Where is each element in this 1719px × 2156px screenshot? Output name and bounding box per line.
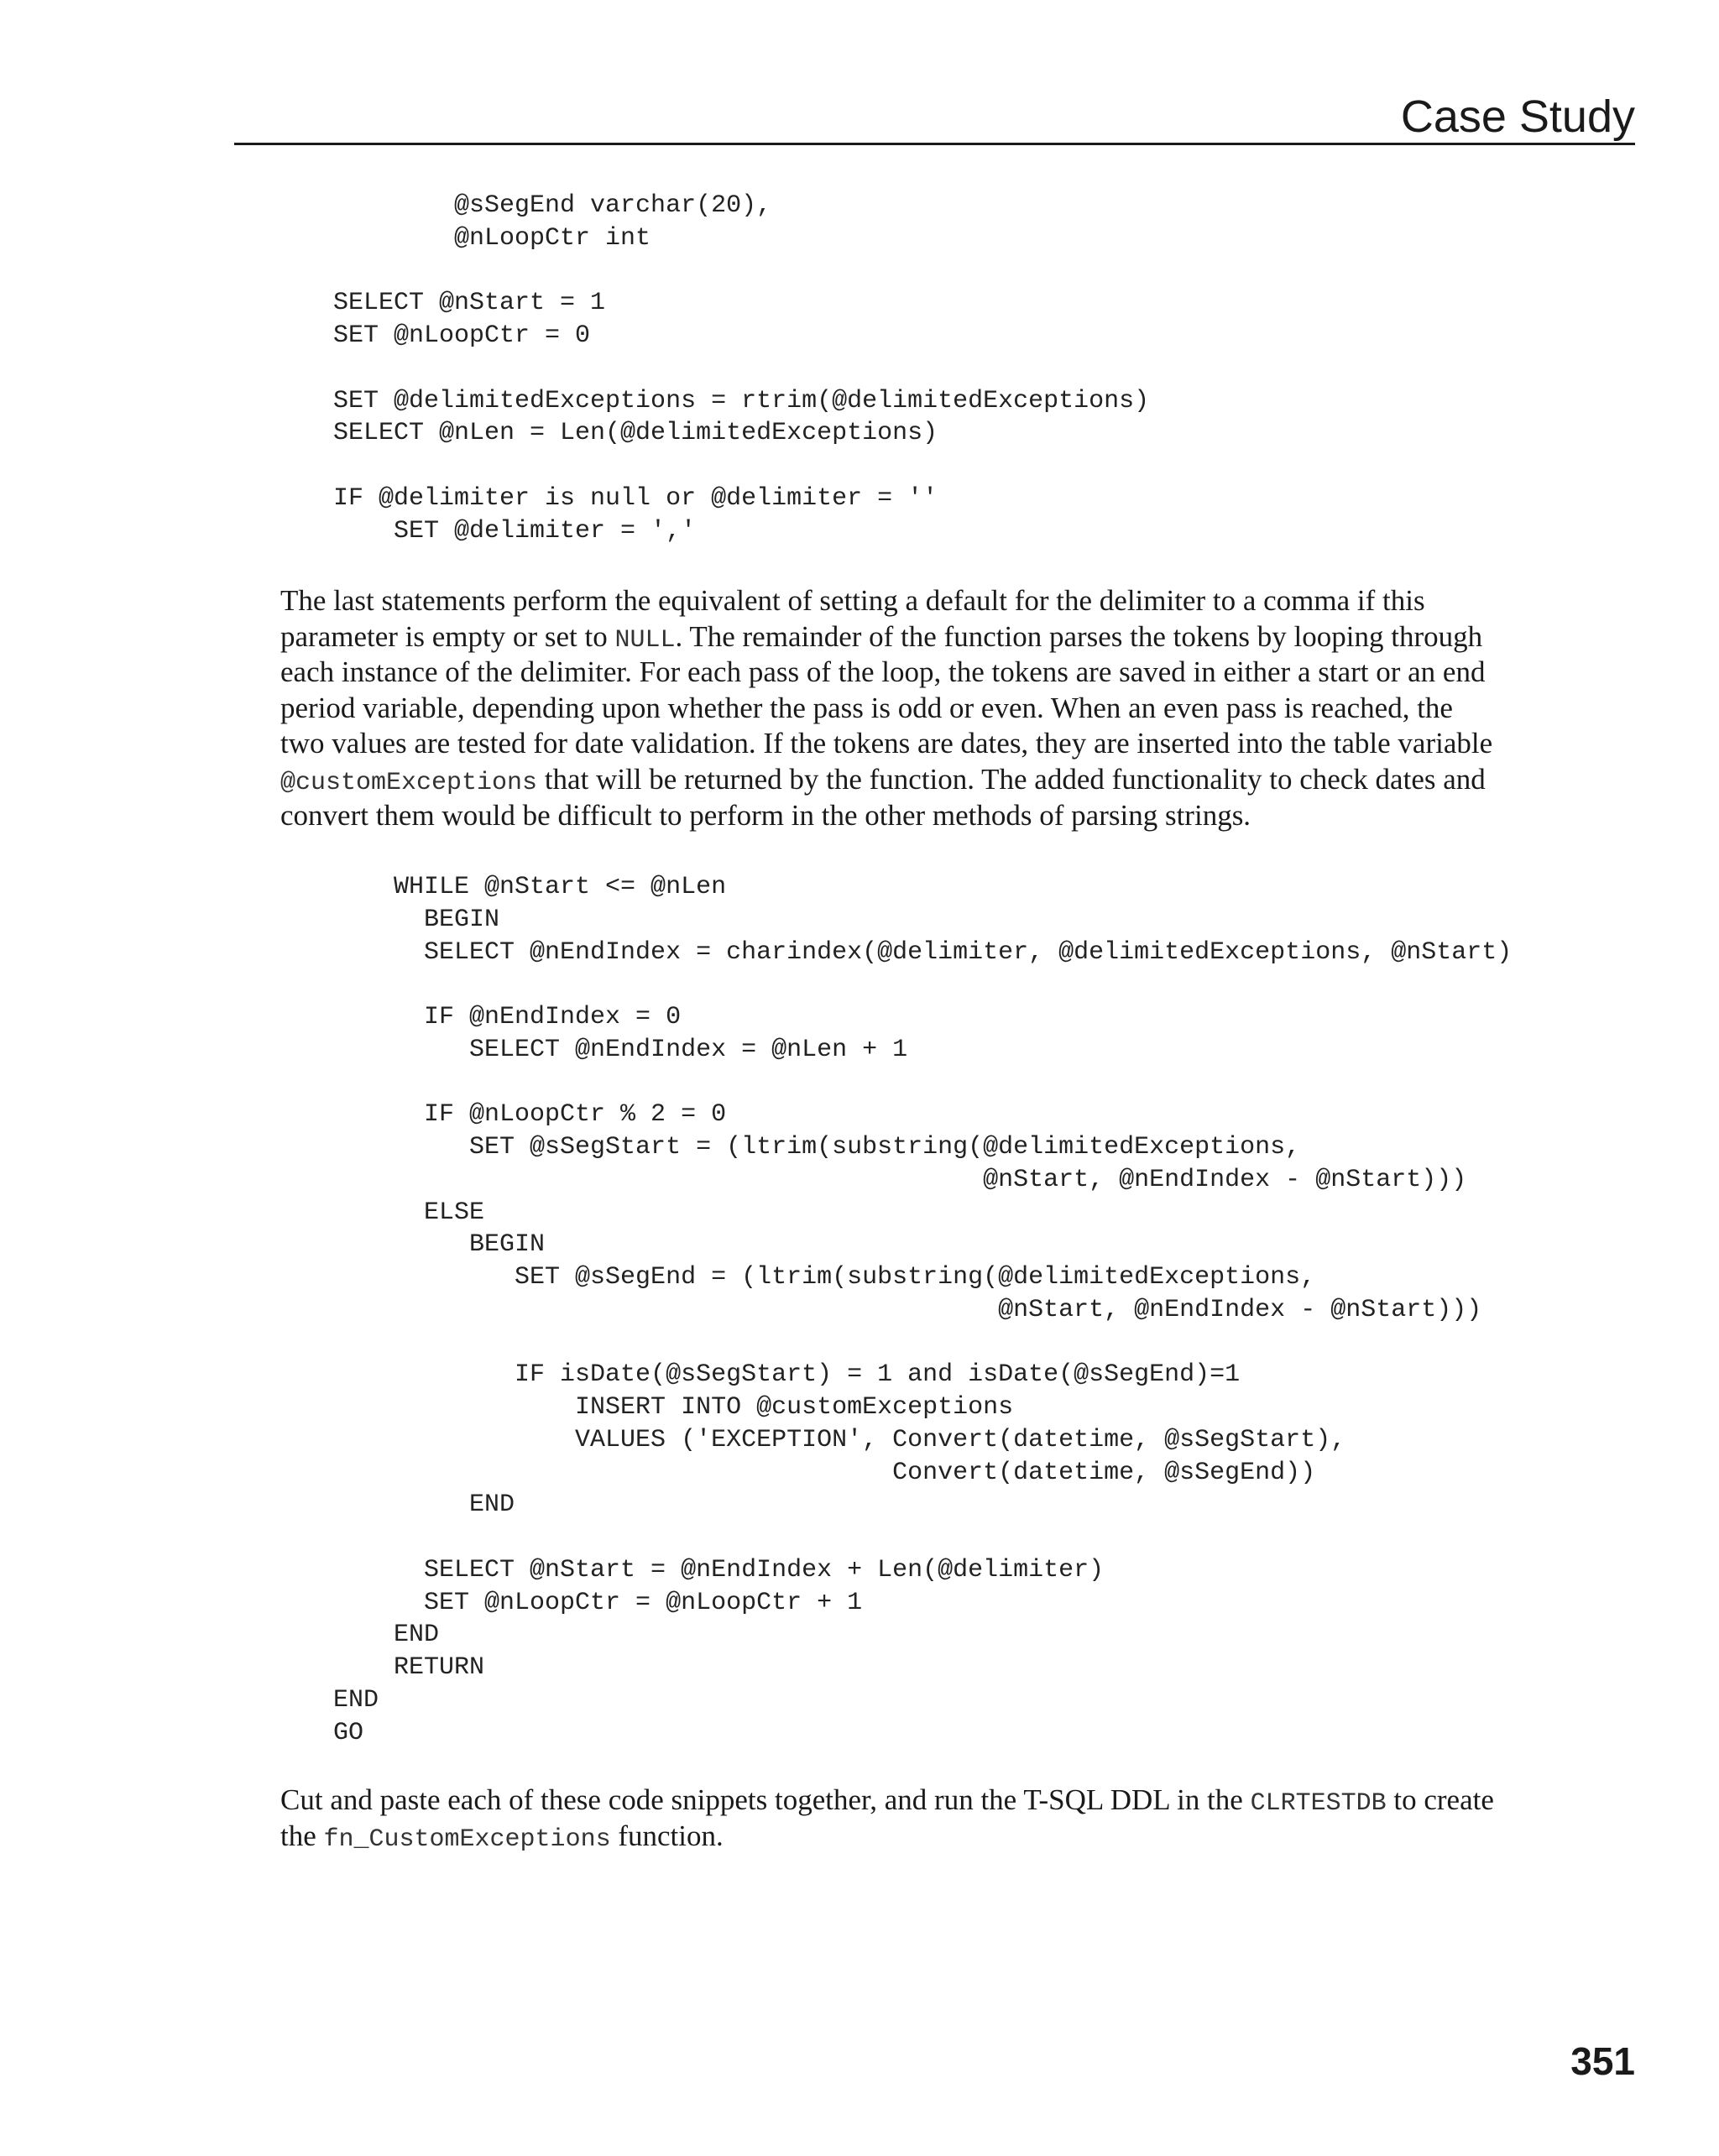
code-line: IF @nLoopCtr % 2 = 0 [333, 1100, 727, 1130]
page-number: 351 [1570, 2039, 1635, 2083]
inline-code-null: NULL [614, 625, 676, 655]
code-line: IF isDate(@sSegStart) = 1 and isDate(@sSegEnd)=1 [333, 1360, 1241, 1390]
paragraph-line [280, 1783, 1648, 1819]
code-line [333, 255, 1149, 288]
code-line: SELECT @nEndIndex = charindex(@delimiter, @delimitedExceptions, @nStart) [333, 937, 1513, 967]
paragraph-line: The last statements perform the equivalent of setting a default for the delimiter to a comma if this [280, 584, 1425, 617]
header-rule [234, 143, 1635, 145]
paragraph-text: that will be returned by the function. The added functionality to check dates and [537, 762, 1486, 796]
code-line: IF @nEndIndex = 0 [333, 1003, 682, 1031]
code-line: END [333, 1685, 379, 1715]
code-line: @sSegEnd varchar(20), [333, 191, 772, 220]
paragraph-line [280, 1819, 1648, 1855]
code-line [333, 1067, 1512, 1099]
code-line: END [333, 1490, 515, 1520]
code-line: SET @delimiter = ',' [333, 516, 697, 546]
code-line: @nStart, @nEndIndex - @nStart))) [333, 1295, 1482, 1324]
code-line: SET @sSegStart = (ltrim(substring(@delimitedExceptions, [333, 1133, 1301, 1162]
code-line: END [333, 1621, 440, 1650]
paragraph-text: the [280, 1819, 324, 1852]
code-block-variable-setup [333, 190, 1149, 547]
inline-code-clrtestdb: CLRTESTDB [1250, 1789, 1387, 1818]
code-line [333, 968, 1512, 1001]
code-line: IF @delimiter is null or @delimiter = '' [333, 483, 938, 513]
paragraph-line: each instance of the delimiter. For each pass of the loop, the tokens are saved in either a start or an end [280, 655, 1486, 689]
code-line [333, 352, 1149, 385]
code-line: SET @delimitedExceptions = rtrim(@delimitedExceptions) [333, 386, 1150, 415]
code-line: ELSE [333, 1198, 485, 1227]
code-line: RETURN [333, 1653, 485, 1682]
code-line [333, 1522, 1512, 1554]
code-line: @nLoopCtr int [333, 223, 651, 253]
paragraph-line [280, 619, 1648, 655]
code-line: SET @nLoopCtr = @nLoopCtr + 1 [333, 1588, 863, 1617]
paragraph-text: function. [610, 1819, 724, 1852]
code-line: SET @sSegEnd = (ltrim(substring(@delimitedExceptions, [333, 1263, 1316, 1292]
paragraph-line: two values are tested for date validation. If the tokens are dates, they are inserted into the table variable [280, 727, 1493, 760]
paragraph-text: Cut and paste each of these code snippets together, and run the T-SQL DDL in the [280, 1783, 1251, 1816]
paragraph-line: period variable, depending upon whether the pass is odd or even. When an even pass is reached, the [280, 691, 1453, 724]
code-line: @nStart, @nEndIndex - @nStart))) [333, 1165, 1467, 1194]
code-line: WHILE @nStart <= @nLen [333, 873, 727, 901]
inline-code-function-name: fn_CustomExceptions [323, 1825, 611, 1854]
paragraph-text: to create [1386, 1783, 1494, 1816]
code-line: BEGIN [333, 1230, 546, 1260]
code-line: GO [333, 1718, 364, 1747]
code-line: INSERT INTO @customExceptions [333, 1393, 1014, 1422]
header-title: Case Study [1400, 91, 1635, 142]
code-line: Convert(datetime, @sSegEnd)) [333, 1458, 1316, 1487]
code-line [333, 450, 1149, 483]
code-line [333, 1327, 1512, 1360]
code-line: SET @nLoopCtr = 0 [333, 321, 591, 350]
paragraph-text: . The remainder of the function parses the tokens by looping through [675, 619, 1483, 653]
inline-code-custom-exceptions: @customExceptions [280, 768, 538, 797]
code-line: SELECT @nLen = Len(@delimitedExceptions) [333, 419, 938, 448]
paragraph-text: parameter is empty or set to [280, 619, 615, 653]
paragraph-instructions [280, 1783, 1648, 1854]
code-line: SELECT @nStart = @nEndIndex + Len(@delimiter) [333, 1555, 1105, 1584]
paragraph-line [280, 762, 1648, 798]
code-line: SELECT @nEndIndex = @nLen + 1 [333, 1035, 908, 1064]
code-line: VALUES ('EXCEPTION', Convert(datetime, @sSegStart), [333, 1425, 1346, 1454]
code-block-while-loop [333, 871, 1512, 1749]
code-line: BEGIN [333, 905, 500, 934]
paragraph-loop-description [280, 583, 1648, 833]
paragraph-line: convert them would be difficult to perform in the other methods of parsing strings. [280, 798, 1251, 832]
code-line: SELECT @nStart = 1 [333, 289, 606, 318]
